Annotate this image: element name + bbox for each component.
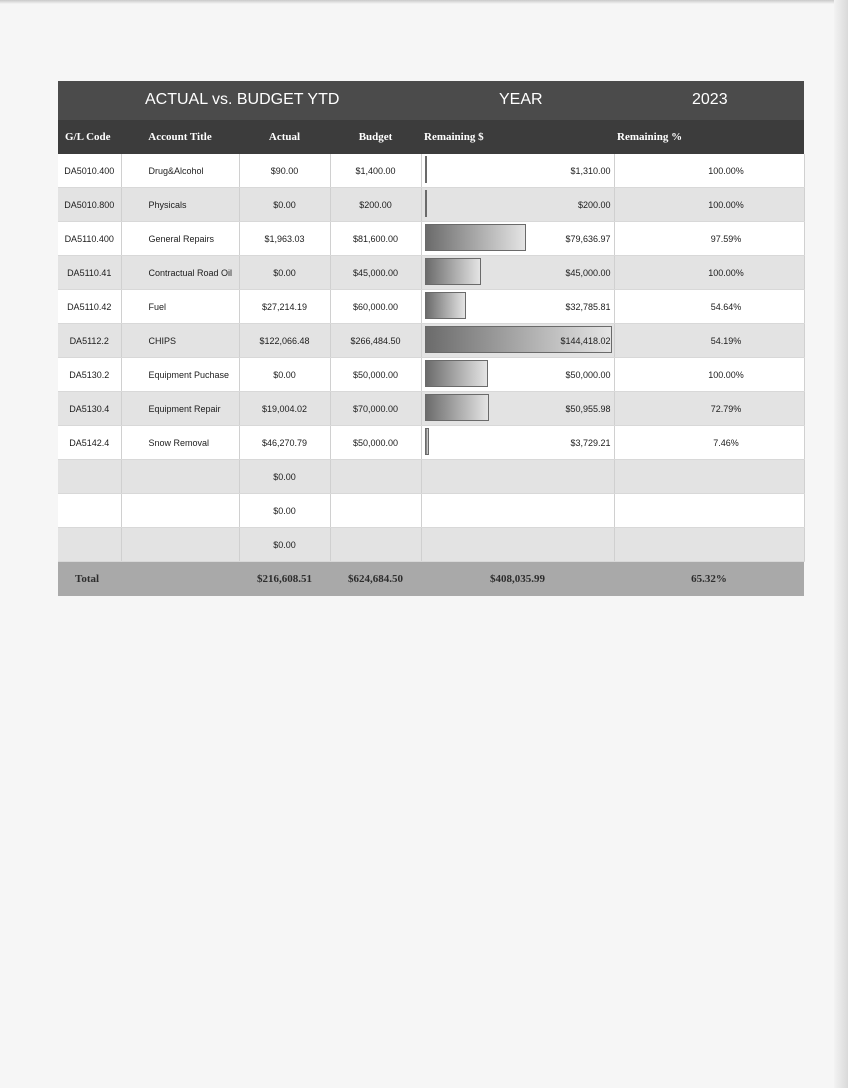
cell-gl-code: DA5112.2 (58, 324, 121, 358)
cell-gl-code: DA5010.400 (58, 154, 121, 188)
budget-table (58, 120, 805, 596)
cell-actual: $0.00 (239, 256, 330, 290)
table-footer (58, 562, 804, 597)
remaining-dollar-value: $45,000.00 (565, 267, 611, 278)
cell-remaining-dollar (421, 256, 614, 290)
cell-remaining-dollar (421, 324, 614, 358)
table-body (58, 154, 804, 562)
report-title: ACTUAL vs. BUDGET YTD (145, 91, 340, 108)
cell-gl-code: DA5130.4 (58, 392, 121, 426)
remaining-dollar-value: $1,310.00 (570, 165, 611, 176)
table-row (58, 426, 804, 460)
remaining-dollar-value: $50,955.98 (565, 403, 611, 414)
cell-budget: $70,000.00 (330, 392, 421, 426)
cell-budget (330, 494, 421, 528)
cell-remaining-dollar (421, 392, 614, 426)
table-row (58, 528, 804, 562)
cell-actual: $90.00 (239, 154, 330, 188)
cell-gl-code (58, 528, 121, 562)
table-row (58, 154, 804, 188)
cell-budget (330, 460, 421, 494)
table-row (58, 290, 804, 324)
cell-gl-code: DA5130.2 (58, 358, 121, 392)
cell-actual: $0.00 (239, 494, 330, 528)
cell-account-title: General Repairs (121, 222, 239, 256)
remaining-data-bar (425, 428, 429, 455)
report-title-bar (58, 81, 804, 120)
cell-remaining-pct: 54.64% (614, 290, 804, 324)
cell-remaining-pct: 100.00% (614, 256, 804, 290)
cell-remaining-dollar (421, 494, 614, 528)
cell-remaining-dollar (421, 426, 614, 460)
col-remaining-dollar: Remaining $ (421, 120, 614, 154)
cell-remaining-pct: 100.00% (614, 188, 804, 222)
cell-remaining-pct: 97.59% (614, 222, 804, 256)
table-row (58, 256, 804, 290)
cell-gl-code: DA5010.800 (58, 188, 121, 222)
cell-account-title: Snow Removal (121, 426, 239, 460)
cell-budget: $60,000.00 (330, 290, 421, 324)
cell-account-title: Equipment Repair (121, 392, 239, 426)
cell-actual: $0.00 (239, 188, 330, 222)
cell-account-title: Physicals (121, 188, 239, 222)
cell-budget: $50,000.00 (330, 426, 421, 460)
cell-remaining-pct (614, 460, 804, 494)
cell-remaining-dollar (421, 188, 614, 222)
cell-gl-code: DA5110.42 (58, 290, 121, 324)
remaining-data-bar (425, 258, 481, 285)
cell-remaining-pct: 72.79% (614, 392, 804, 426)
col-gl-code: G/L Code (58, 120, 121, 154)
table-row (58, 494, 804, 528)
table-header (58, 120, 804, 154)
cell-remaining-pct (614, 494, 804, 528)
cell-remaining-dollar (421, 222, 614, 256)
table-row (58, 222, 804, 256)
cell-gl-code (58, 494, 121, 528)
year-value: 2023 (692, 91, 728, 108)
year-label: YEAR (499, 91, 543, 108)
cell-gl-code: DA5142.4 (58, 426, 121, 460)
remaining-data-bar (425, 190, 427, 217)
cell-account-title: CHIPS (121, 324, 239, 358)
cell-budget: $81,600.00 (330, 222, 421, 256)
cell-gl-code: DA5110.41 (58, 256, 121, 290)
cell-remaining-pct: 100.00% (614, 154, 804, 188)
cell-remaining-pct (614, 528, 804, 562)
remaining-data-bar (425, 156, 427, 183)
remaining-dollar-value: $3,729.21 (570, 437, 611, 448)
scan-top-edge (0, 0, 848, 4)
cell-account-title (121, 460, 239, 494)
scan-right-edge (834, 0, 848, 1088)
col-account-title: Account Title (121, 120, 239, 154)
cell-budget: $1,400.00 (330, 154, 421, 188)
cell-actual: $0.00 (239, 528, 330, 562)
col-budget: Budget (330, 120, 421, 154)
budget-report (58, 81, 804, 596)
cell-remaining-pct: 100.00% (614, 358, 804, 392)
cell-budget: $45,000.00 (330, 256, 421, 290)
remaining-data-bar (425, 360, 488, 387)
totals-budget: $624,684.50 (330, 562, 421, 597)
cell-remaining-pct: 7.46% (614, 426, 804, 460)
totals-actual: $216,608.51 (239, 562, 330, 597)
cell-remaining-dollar (421, 358, 614, 392)
cell-remaining-dollar (421, 290, 614, 324)
totals-label: Total (58, 562, 239, 597)
remaining-dollar-value: $79,636.97 (565, 233, 611, 244)
col-actual: Actual (239, 120, 330, 154)
cell-actual: $19,004.02 (239, 392, 330, 426)
totals-row (58, 562, 804, 597)
col-remaining-pct: Remaining % (614, 120, 804, 154)
cell-account-title (121, 528, 239, 562)
remaining-dollar-value: $32,785.81 (565, 301, 611, 312)
remaining-data-bar (425, 292, 466, 319)
cell-account-title: Contractual Road Oil (121, 256, 239, 290)
cell-remaining-pct: 54.19% (614, 324, 804, 358)
cell-budget: $50,000.00 (330, 358, 421, 392)
totals-remaining-pct: 65.32% (614, 562, 804, 597)
cell-actual: $46,270.79 (239, 426, 330, 460)
remaining-dollar-value: $144,418.02 (560, 335, 611, 346)
totals-remaining: $408,035.99 (421, 562, 614, 597)
table-row (58, 460, 804, 494)
cell-account-title (121, 494, 239, 528)
cell-actual: $0.00 (239, 358, 330, 392)
cell-budget: $266,484.50 (330, 324, 421, 358)
remaining-dollar-value: $200.00 (577, 199, 611, 210)
cell-remaining-dollar (421, 460, 614, 494)
cell-account-title: Equipment Puchase (121, 358, 239, 392)
cell-account-title: Drug&Alcohol (121, 154, 239, 188)
remaining-dollar-value: $50,000.00 (565, 369, 611, 380)
cell-gl-code: DA5110.400 (58, 222, 121, 256)
cell-actual: $0.00 (239, 460, 330, 494)
table-row (58, 392, 804, 426)
table-row (58, 188, 804, 222)
remaining-data-bar (425, 394, 489, 421)
cell-actual: $122,066.48 (239, 324, 330, 358)
cell-budget (330, 528, 421, 562)
table-row (58, 358, 804, 392)
cell-remaining-dollar (421, 528, 614, 562)
cell-gl-code (58, 460, 121, 494)
cell-budget: $200.00 (330, 188, 421, 222)
cell-actual: $1,963.03 (239, 222, 330, 256)
remaining-data-bar (425, 224, 526, 251)
table-row (58, 324, 804, 358)
cell-actual: $27,214.19 (239, 290, 330, 324)
cell-account-title: Fuel (121, 290, 239, 324)
cell-remaining-dollar (421, 154, 614, 188)
